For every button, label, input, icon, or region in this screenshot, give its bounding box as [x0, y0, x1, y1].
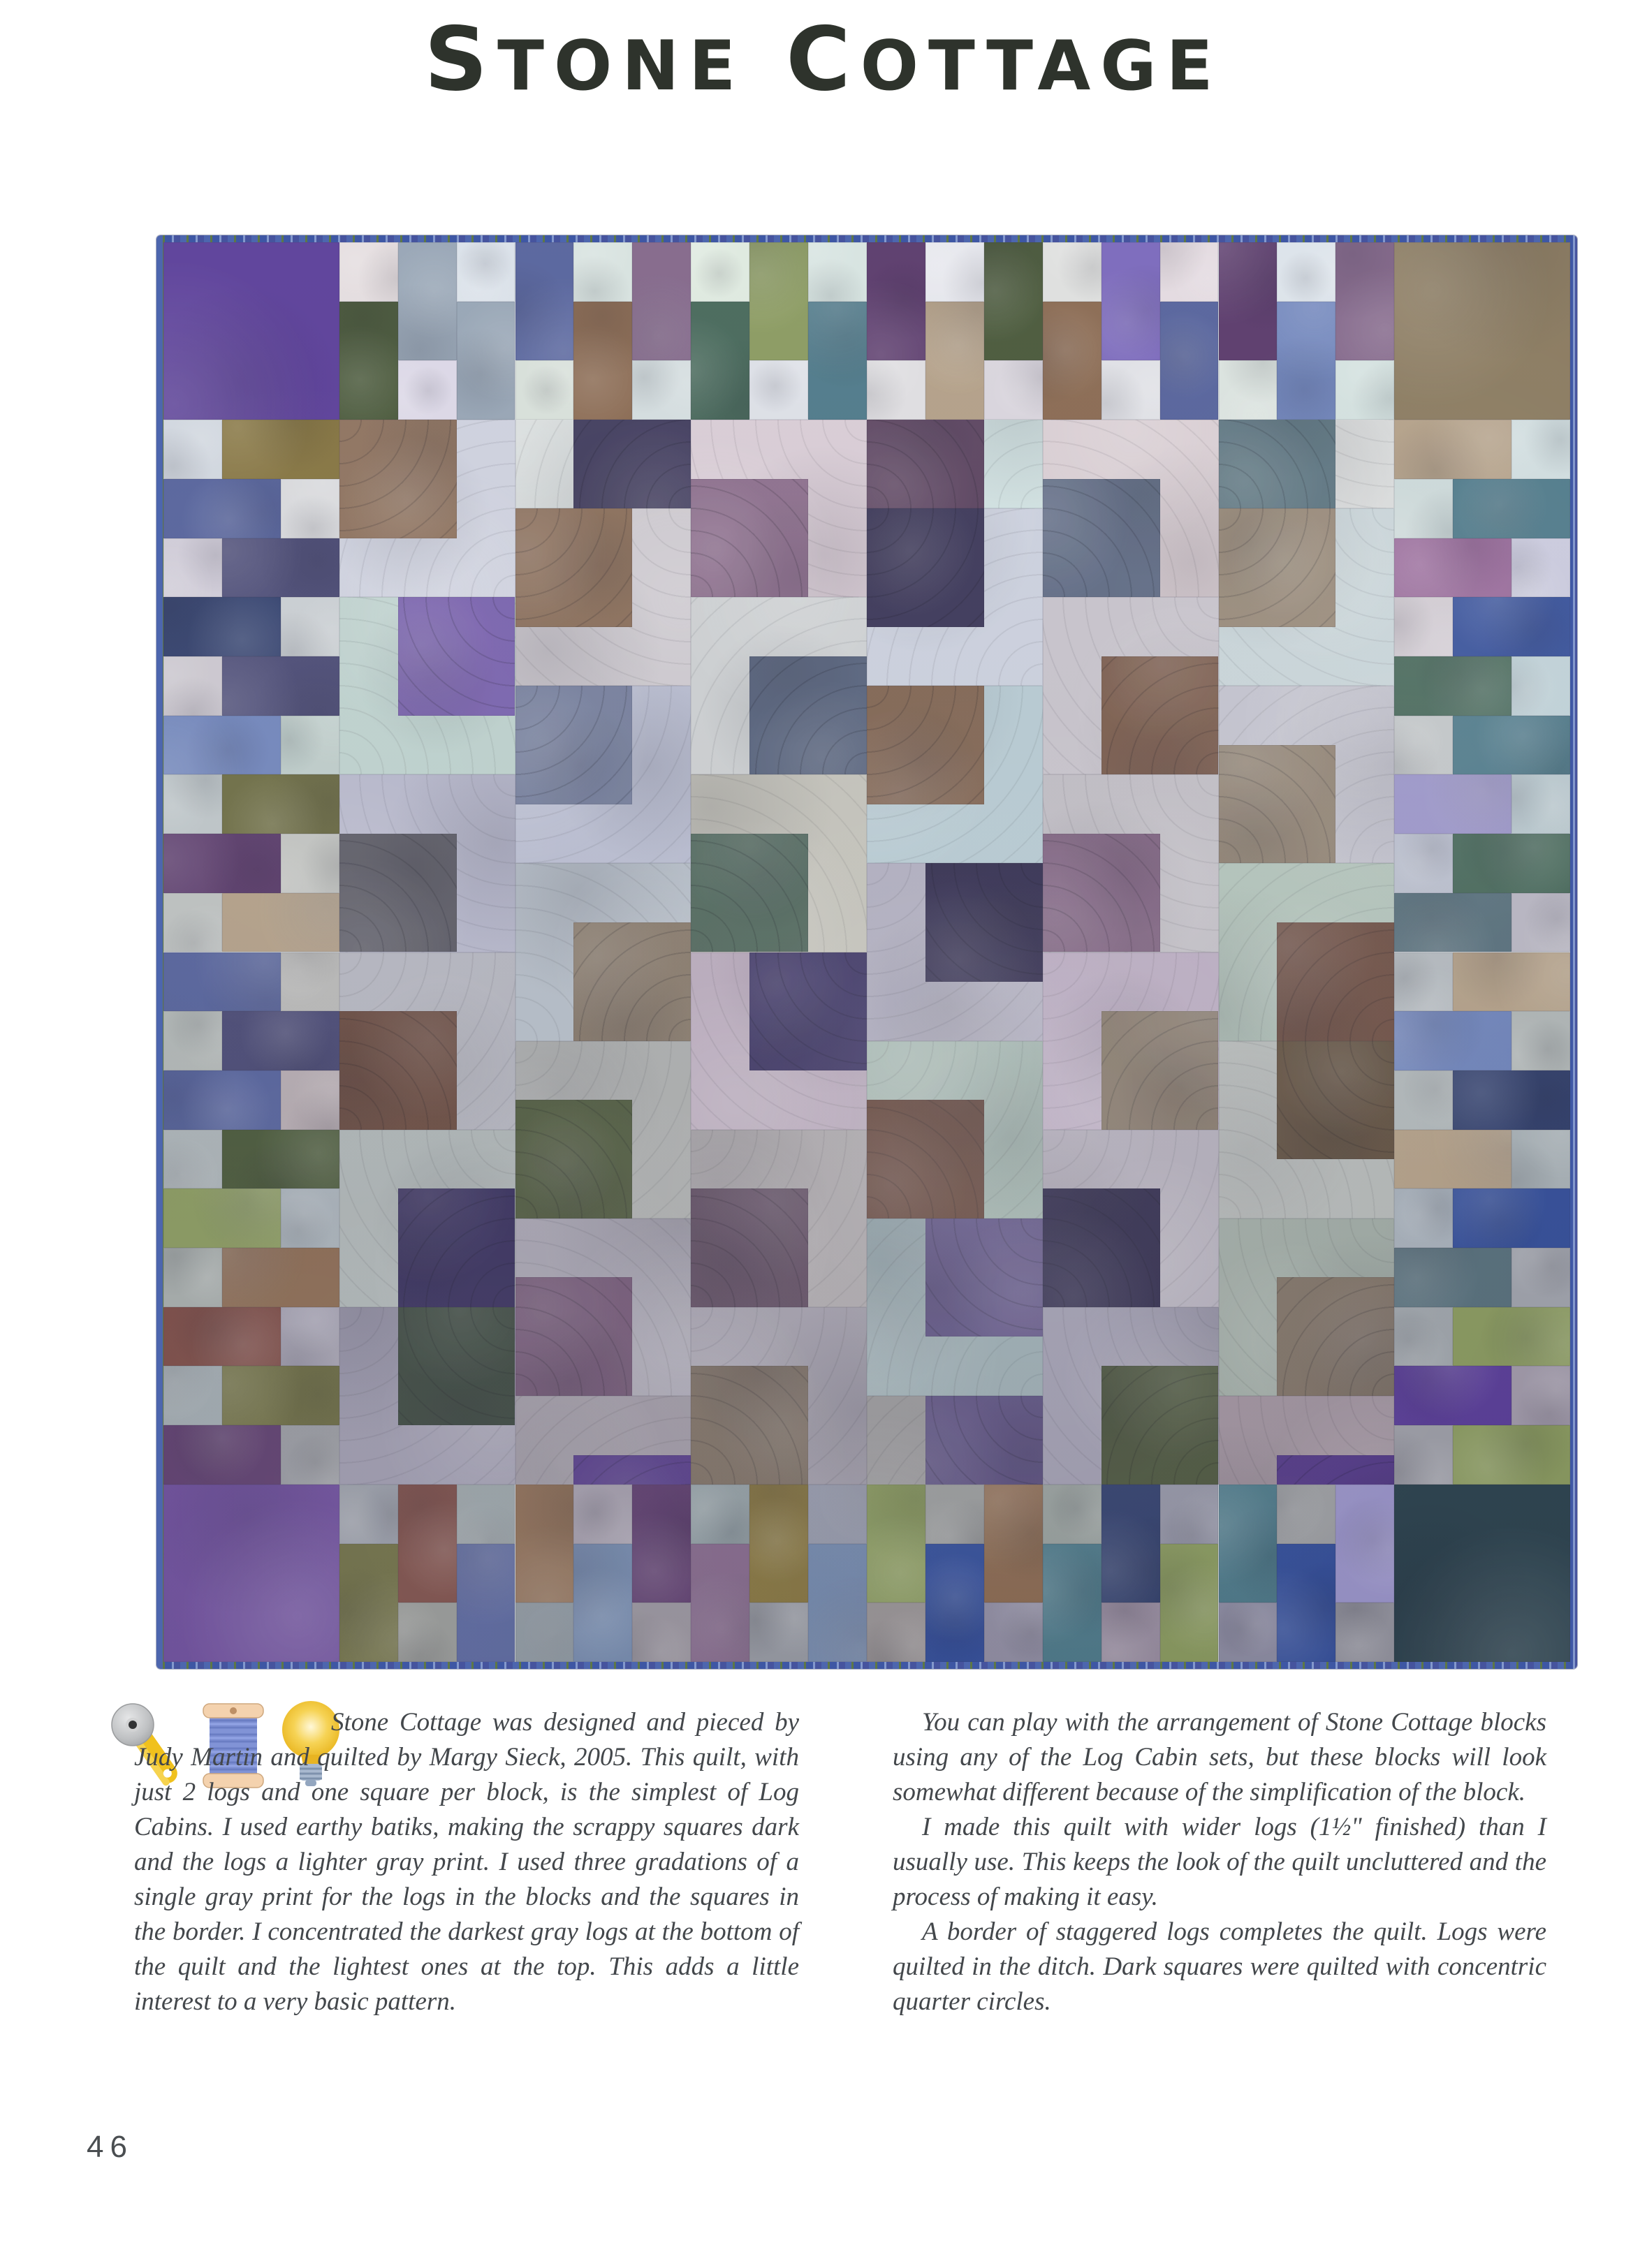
- quilt-border-square: [1511, 893, 1570, 952]
- quilt-border-log: [1277, 302, 1335, 420]
- quilt-border-square: [808, 1485, 867, 1544]
- quilt-border-square: [281, 1070, 339, 1130]
- quilt-border-square: [749, 1603, 808, 1662]
- quilt-border-square: [281, 716, 339, 775]
- quilt-block-square: [1043, 834, 1160, 952]
- quilt-block-square: [1277, 1041, 1394, 1159]
- quilt-block-square: [1043, 1188, 1160, 1306]
- quilt-border-square: [1394, 834, 1453, 893]
- quilt-border-log: [222, 774, 339, 834]
- quilt-border-log: [984, 242, 1043, 360]
- quilt-border-square: [691, 242, 749, 302]
- quilt-border-square: [925, 242, 984, 302]
- quilt-border-square: [1160, 1485, 1219, 1544]
- quilt-border-square: [573, 242, 632, 302]
- quilt-border-log: [1394, 1366, 1511, 1425]
- quilt-block-square: [398, 597, 515, 715]
- paragraph: I made this quilt with wider logs (1½" finished) than I usually use. This keeps the look of the quilt uncluttered and the process of making it easy.: [893, 1813, 1546, 1911]
- quilt-border-square: [163, 538, 222, 598]
- quilt-border-log: [867, 1485, 925, 1603]
- quilt-border-square: [808, 242, 867, 302]
- quilt-border-log: [749, 242, 808, 360]
- quilt-border-log: [1219, 1485, 1278, 1603]
- quilt-border-log: [1453, 1070, 1570, 1130]
- quilt-border-square: [281, 479, 339, 538]
- title-initial: S: [424, 8, 498, 110]
- paragraph: Stone Cottage was designed and pieced by Judy Martin and quilted by Margy Sieck, 2005. This quilt, with just 2 logs and one square per block, is the simplest of Log Cabins. I used earthy batiks, making the scrappy squares dark and the logs a lighter gray print. I used three gradations of a single gray print for the logs in the blocks and the squares in the border. I concentrated the darkest gray logs at the bottom of the quilt and the lightest ones at the top. This adds a little interest to a very basic pattern.: [134, 1708, 799, 2016]
- quilt-block-square: [573, 922, 691, 1040]
- quilt-border-log: [339, 302, 398, 420]
- quilt-border-log: [632, 1485, 691, 1603]
- quilt-border-log: [457, 1544, 515, 1662]
- quilt-border-log: [1453, 952, 1570, 1012]
- quilt-border-log: [163, 834, 281, 893]
- quilt-border-square: [281, 1425, 339, 1485]
- quilt-border-square: [573, 1485, 632, 1544]
- quilt-border-log: [222, 656, 339, 716]
- quilt-corner-patch: [163, 1485, 339, 1662]
- quilt-border-log: [222, 420, 339, 479]
- paragraph: A border of staggered logs completes the quilt. Logs were quilted in the ditch. Dark squares were quilted with concentric quarter circles.: [893, 1917, 1546, 2016]
- page-number: 46: [87, 2130, 133, 2164]
- quilt-block-square: [1277, 1455, 1394, 1485]
- quilt-border-square: [1277, 1485, 1335, 1544]
- quilt-border-log: [867, 242, 925, 360]
- quilt-block-square: [925, 1218, 1043, 1336]
- quilt-block-square: [1101, 1366, 1219, 1484]
- quilt-border-log: [163, 479, 281, 538]
- quilt-border-square: [281, 1307, 339, 1367]
- quilt-block-square: [1219, 420, 1336, 508]
- quilt-border-log: [163, 597, 281, 656]
- quilt-border-log: [1394, 420, 1511, 479]
- quilt-border-square: [1043, 242, 1101, 302]
- quilt-block-square: [925, 863, 1043, 981]
- quilt-border-log: [163, 716, 281, 775]
- quilt-border-log: [163, 1070, 281, 1130]
- quilt-border-log: [1394, 656, 1511, 716]
- quilt-border-square: [1101, 360, 1160, 420]
- quilt-block-square: [1219, 508, 1336, 626]
- quilt-border-log: [222, 893, 339, 952]
- quilt-border-log: [222, 1366, 339, 1425]
- quilt-border-log: [1335, 242, 1394, 360]
- quilt-border-log: [808, 1544, 867, 1662]
- quilt-border-square: [1335, 1603, 1394, 1662]
- quilt-border-square: [1511, 1011, 1570, 1070]
- quilt-border-square: [339, 1485, 398, 1544]
- quilt-border-log: [163, 1425, 281, 1485]
- quilt-border-square: [1511, 656, 1570, 716]
- quilt-border-square: [1394, 1188, 1453, 1248]
- quilt-border-log: [691, 302, 749, 420]
- quilt-border-log: [1043, 1544, 1101, 1662]
- quilt-border-square: [984, 360, 1043, 420]
- page-title: [0, 8, 1647, 110]
- quilt-border-square: [398, 360, 457, 420]
- quilt-block-square: [1277, 1277, 1394, 1395]
- quilt-border-square: [1511, 538, 1570, 598]
- quilt-border-log: [398, 1485, 457, 1603]
- quilt-block-square: [573, 420, 691, 508]
- quilt-border-square: [281, 597, 339, 656]
- quilt-corner-patch: [163, 242, 339, 420]
- quilt-block-square: [398, 1188, 515, 1306]
- quilt-border-log: [222, 538, 339, 598]
- quilt-block-square: [691, 1188, 808, 1306]
- quilt-interior: [339, 420, 1395, 1485]
- quilt-border-log: [457, 302, 515, 420]
- quilt-block-square: [1101, 1011, 1219, 1129]
- quilt-block-square: [691, 834, 808, 952]
- quilt-block-square: [398, 1307, 515, 1425]
- quilt-border-square: [1394, 952, 1453, 1012]
- quilt-photo: [156, 235, 1577, 1669]
- title-initial: C: [786, 8, 861, 110]
- quilt-patchwork: [163, 242, 1570, 1662]
- title-rest: TONE: [497, 27, 746, 106]
- quilt-border-square: [163, 1366, 222, 1425]
- quilt-border-log: [1160, 302, 1219, 420]
- quilt-border-square: [1511, 420, 1570, 479]
- quilt-border-log: [1453, 716, 1570, 775]
- quilt-block-square: [867, 1100, 984, 1218]
- quilt-border-square: [398, 1603, 457, 1662]
- quilt-block-square: [749, 656, 867, 774]
- quilt-border-square: [457, 242, 515, 302]
- quilt-border-log: [1394, 1130, 1511, 1189]
- quilt-border-square: [1511, 774, 1570, 834]
- quilt-border-square: [1219, 360, 1278, 420]
- quilt-border-square: [867, 360, 925, 420]
- quilt-border-log: [1394, 1011, 1511, 1070]
- quilt-block-square: [573, 1455, 691, 1485]
- quilt-border-log: [1277, 1544, 1335, 1662]
- quilt-border-log: [163, 952, 281, 1012]
- quilt-border-square: [515, 1603, 574, 1662]
- quilt-border-log: [1453, 479, 1570, 538]
- quilt-border-square: [1511, 1366, 1570, 1425]
- quilt-border-log: [691, 1544, 749, 1662]
- quilt-border-log: [222, 1130, 339, 1189]
- quilt-block-square: [691, 479, 808, 597]
- quilt-border-square: [925, 1485, 984, 1544]
- quilt-border-square: [1511, 1248, 1570, 1307]
- quilt-border-log: [1043, 302, 1101, 420]
- quilt-border-log: [222, 1248, 339, 1307]
- quilt-border-square: [1394, 1070, 1453, 1130]
- quilt-block-square: [515, 1277, 633, 1395]
- quilt-block-square: [867, 508, 984, 626]
- quilt-border-square: [1394, 1307, 1453, 1367]
- quilt-border-log: [1101, 242, 1160, 360]
- quilt-border-log: [925, 1544, 984, 1662]
- quilt-border-square: [281, 952, 339, 1012]
- quilt-border-square: [632, 360, 691, 420]
- quilt-border-square: [163, 774, 222, 834]
- quilt-border-square: [1394, 479, 1453, 538]
- quilt-border-square: [339, 242, 398, 302]
- quilt-border-log: [573, 302, 632, 420]
- quilt-block-square: [515, 1100, 633, 1218]
- quilt-border-log: [163, 1307, 281, 1367]
- quilt-border-log: [1160, 1544, 1219, 1662]
- quilt-border-square: [691, 1485, 749, 1544]
- quilt-border-square: [1335, 360, 1394, 420]
- quilt-border-square: [984, 1603, 1043, 1662]
- quilt-block-square: [339, 834, 457, 952]
- title-rest: OTTAGE: [860, 27, 1223, 106]
- quilt-border-square: [1394, 716, 1453, 775]
- quilt-block-square: [1277, 922, 1394, 1040]
- quilt-block-square: [691, 1366, 808, 1484]
- quilt-border-log: [984, 1485, 1043, 1603]
- quilt-border-square: [1277, 242, 1335, 302]
- quilt-border-log: [515, 242, 574, 360]
- quilt-corner-patch: [1394, 242, 1570, 420]
- quilt-border-square: [281, 834, 339, 893]
- quilt-block-square: [749, 952, 867, 1070]
- quilt-border-log: [398, 242, 457, 360]
- quilt-border-log: [163, 1188, 281, 1248]
- quilt-border-square: [163, 893, 222, 952]
- quilt-border-log: [1394, 538, 1511, 598]
- quilt-border-log: [1101, 1485, 1160, 1603]
- quilt-border-square: [632, 1603, 691, 1662]
- quilt-border-log: [749, 1485, 808, 1603]
- quilt-border-square: [1101, 1603, 1160, 1662]
- quilt-border-log: [808, 302, 867, 420]
- quilt-border-square: [749, 360, 808, 420]
- quilt-block-square: [867, 420, 984, 508]
- quilt-border-log: [1453, 834, 1570, 893]
- quilt-block-square: [925, 1396, 1043, 1485]
- quilt-border-log: [1335, 1485, 1394, 1603]
- quilt-border-log: [1453, 597, 1570, 656]
- quilt-border-square: [1394, 597, 1453, 656]
- quilt-border-log: [1219, 242, 1278, 360]
- quilt-block-square: [339, 420, 457, 538]
- quilt-block-square: [867, 686, 984, 804]
- quilt-border-log: [1394, 774, 1511, 834]
- quilt-border-log: [925, 302, 984, 420]
- quilt-border-log: [573, 1544, 632, 1662]
- quilt-corner-patch: [1394, 1485, 1570, 1662]
- quilt-border-square: [515, 360, 574, 420]
- quilt-border-log: [339, 1544, 398, 1662]
- quilt-border-log: [1453, 1307, 1570, 1367]
- quilt-border-log: [222, 1011, 339, 1070]
- quilt-border-square: [163, 1248, 222, 1307]
- quilt-border-square: [457, 1485, 515, 1544]
- quilt-block-square: [1101, 656, 1219, 774]
- quilt-border-log: [1453, 1425, 1570, 1485]
- quilt-block-square: [1219, 745, 1336, 863]
- quilt-border-square: [163, 1011, 222, 1070]
- quilt-border-log: [1394, 893, 1511, 952]
- quilt-border-square: [163, 656, 222, 716]
- quilt-border-square: [281, 1188, 339, 1248]
- quilt-border-square: [1043, 1485, 1101, 1544]
- quilt-block-square: [515, 508, 633, 626]
- title-word-stone: [424, 8, 746, 110]
- text-column-left: [134, 1705, 799, 2019]
- quilt-border-square: [1511, 1130, 1570, 1189]
- quilt-border-square: [867, 1603, 925, 1662]
- quilt-border-log: [515, 1485, 574, 1603]
- quilt-block-square: [515, 686, 633, 804]
- quilt-border-square: [163, 420, 222, 479]
- quilt-block-square: [1043, 479, 1160, 597]
- quilt-block-square: [339, 1011, 457, 1129]
- quilt-border-log: [1453, 1188, 1570, 1248]
- quilt-border-square: [163, 1130, 222, 1189]
- quilt-border-log: [1394, 1248, 1511, 1307]
- quilt-border-log: [632, 242, 691, 360]
- quilt-border-square: [1160, 242, 1219, 302]
- text-column-right: [893, 1705, 1546, 2019]
- quilt-border-square: [1219, 1603, 1278, 1662]
- quilt-border-square: [1394, 1425, 1453, 1485]
- paragraph: You can play with the arrangement of Stone Cottage blocks using any of the Log Cabin sets, but these blocks will look somewhat different because of the simplification of the block.: [893, 1708, 1546, 1806]
- title-word-cottage: [786, 8, 1223, 110]
